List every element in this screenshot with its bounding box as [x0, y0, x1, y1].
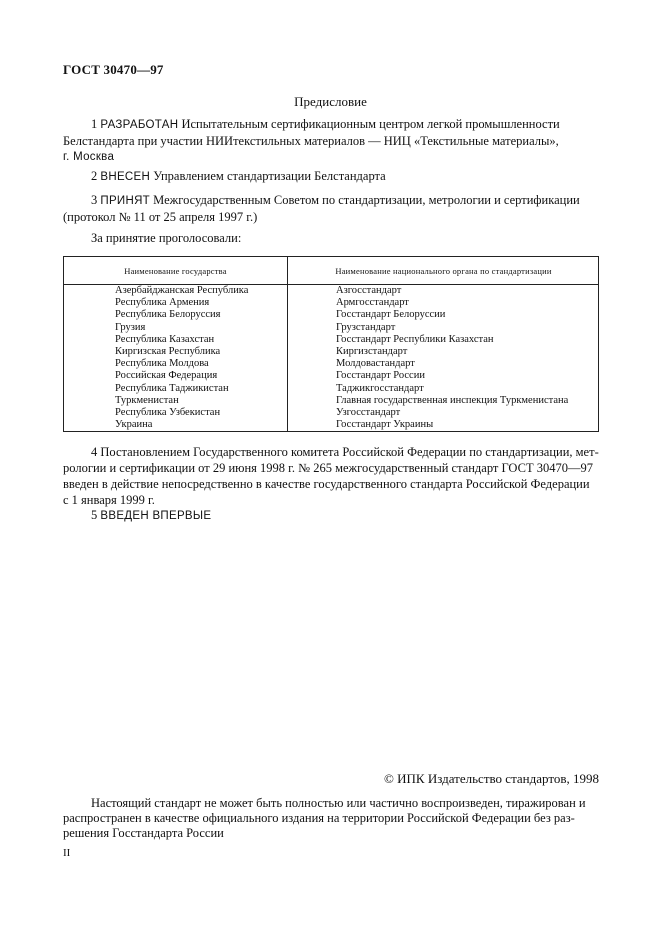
state-name: Украина	[115, 419, 153, 431]
table-row	[64, 309, 598, 321]
state-name: Республика Узбекистан	[115, 406, 221, 418]
item-2-label: ВНЕСЕН	[100, 171, 151, 183]
table-row	[64, 395, 598, 407]
foreword-title: Предисловие	[294, 94, 367, 109]
item-3-text: Межгосударственным Советом по стандартизации, метрологии и сертификации	[153, 193, 580, 207]
item-2-paragraph	[63, 168, 600, 185]
item-4-paragraph	[63, 444, 600, 508]
document-code: ГОСТ 30470—97	[63, 62, 164, 77]
item-3-paragraph	[63, 192, 600, 225]
standards-body: Армгосстандарт	[336, 297, 409, 309]
notice-line-1: Настоящий стандарт не может быть полностью или частично воспроизведен, тиражирован и	[91, 796, 586, 810]
standards-body: Госстандарт Белоруссии	[336, 309, 446, 321]
item-3-line-2: (протокол № 11 от 25 апреля 1997 г.)	[63, 210, 258, 224]
item-4-line-2: рологии и сертификации от 29 июня 1998 г. № 265 межгосударственный стандарт ГОСТ 30470—97	[63, 461, 593, 475]
state-name: Республика Казахстан	[115, 333, 215, 345]
notice-line-3: решения Госстандарта России	[63, 826, 224, 840]
item-1-label: РАЗРАБОТАН	[100, 119, 179, 131]
state-name: Российская Федерация	[115, 370, 218, 382]
member-states-table	[63, 256, 599, 432]
item-2-number: 2	[91, 169, 98, 183]
table-row	[64, 370, 598, 382]
table-row	[64, 383, 598, 395]
item-5-label: ВВЕДЕН ВПЕРВЫЕ	[100, 510, 212, 522]
table-row	[64, 346, 598, 358]
state-name: Туркменистан	[115, 394, 179, 406]
item-1-number: 1	[91, 117, 98, 131]
vote-intro-text: За принятие проголосовали:	[91, 231, 242, 245]
item-2-text: Управлением стандартизации Белстандарта	[153, 169, 386, 183]
standards-body: Узгосстандарт	[336, 406, 401, 418]
standards-body: Таджикгосстандарт	[336, 382, 424, 394]
table-row	[64, 358, 598, 370]
item-1-text: Испытательным сертификационным центром легкой промышленности	[181, 117, 560, 131]
state-name: Республика Армения	[115, 297, 210, 309]
standards-body: Киргизстандарт	[336, 345, 408, 357]
standards-body: Госстандарт Украины	[336, 419, 434, 431]
table-row	[64, 322, 598, 334]
item-1-line-1	[63, 116, 600, 133]
table-row	[64, 297, 598, 309]
item-1-line-2: Белстандарта при участии НИИтекстильных материалов — НИЦ «Текстильные материалы»,	[63, 134, 559, 148]
table-header-body: Наименование национального органа по стандартизации	[335, 266, 552, 276]
item-5-number: 5	[91, 508, 98, 522]
vote-intro	[63, 230, 600, 246]
item-3-line-1	[63, 192, 600, 209]
notice-line-2: распространен в качестве официального издания на территории Российской Федерации без раз-	[63, 811, 575, 825]
table-row	[64, 334, 598, 346]
state-name: Грузия	[115, 321, 146, 333]
standards-body: Грузстандарт	[336, 321, 396, 333]
standards-body: Азгосстандарт	[336, 285, 402, 296]
table-body	[64, 285, 598, 431]
page-number: II	[63, 847, 71, 859]
item-1-line-3: г. Москва	[63, 151, 115, 163]
table-header-state: Наименование государства	[124, 266, 227, 276]
standards-body: Молдовастандарт	[336, 358, 415, 370]
item-1-paragraph	[63, 116, 600, 165]
state-name: Республика Белоруссия	[115, 309, 221, 321]
state-name: Республика Молдова	[115, 358, 209, 370]
copyright-notice: © ИПК Издательство стандартов, 1998	[384, 771, 599, 786]
state-name: Азербайджанская Республика	[115, 285, 249, 296]
item-2-line-1	[63, 168, 600, 185]
standards-body: Госстандарт Республики Казахстан	[336, 333, 494, 345]
reproduction-notice	[63, 796, 600, 841]
state-name: Республика Таджикистан	[115, 382, 229, 394]
item-3-number: 3	[91, 193, 98, 207]
item-4-line-4: с 1 января 1999 г.	[63, 493, 155, 507]
table-row	[64, 285, 598, 297]
item-5-line-1	[63, 507, 600, 524]
state-name: Киргизская Республика	[115, 345, 221, 357]
item-4-line-1: 4 Постановлением Государственного комитета Российской Федерации по стандартизации, мет-	[91, 445, 599, 459]
standards-body: Главная государственная инспекция Туркменистана	[336, 394, 569, 406]
item-4-line-3: введен в действие непосредственно в качестве государственного стандарта Российской Федерации	[63, 477, 590, 491]
item-3-label: ПРИНЯТ	[100, 195, 151, 207]
standards-body: Госстандарт России	[336, 370, 425, 382]
table-row	[64, 407, 598, 419]
table-row	[64, 419, 598, 431]
item-5-paragraph	[63, 507, 600, 524]
